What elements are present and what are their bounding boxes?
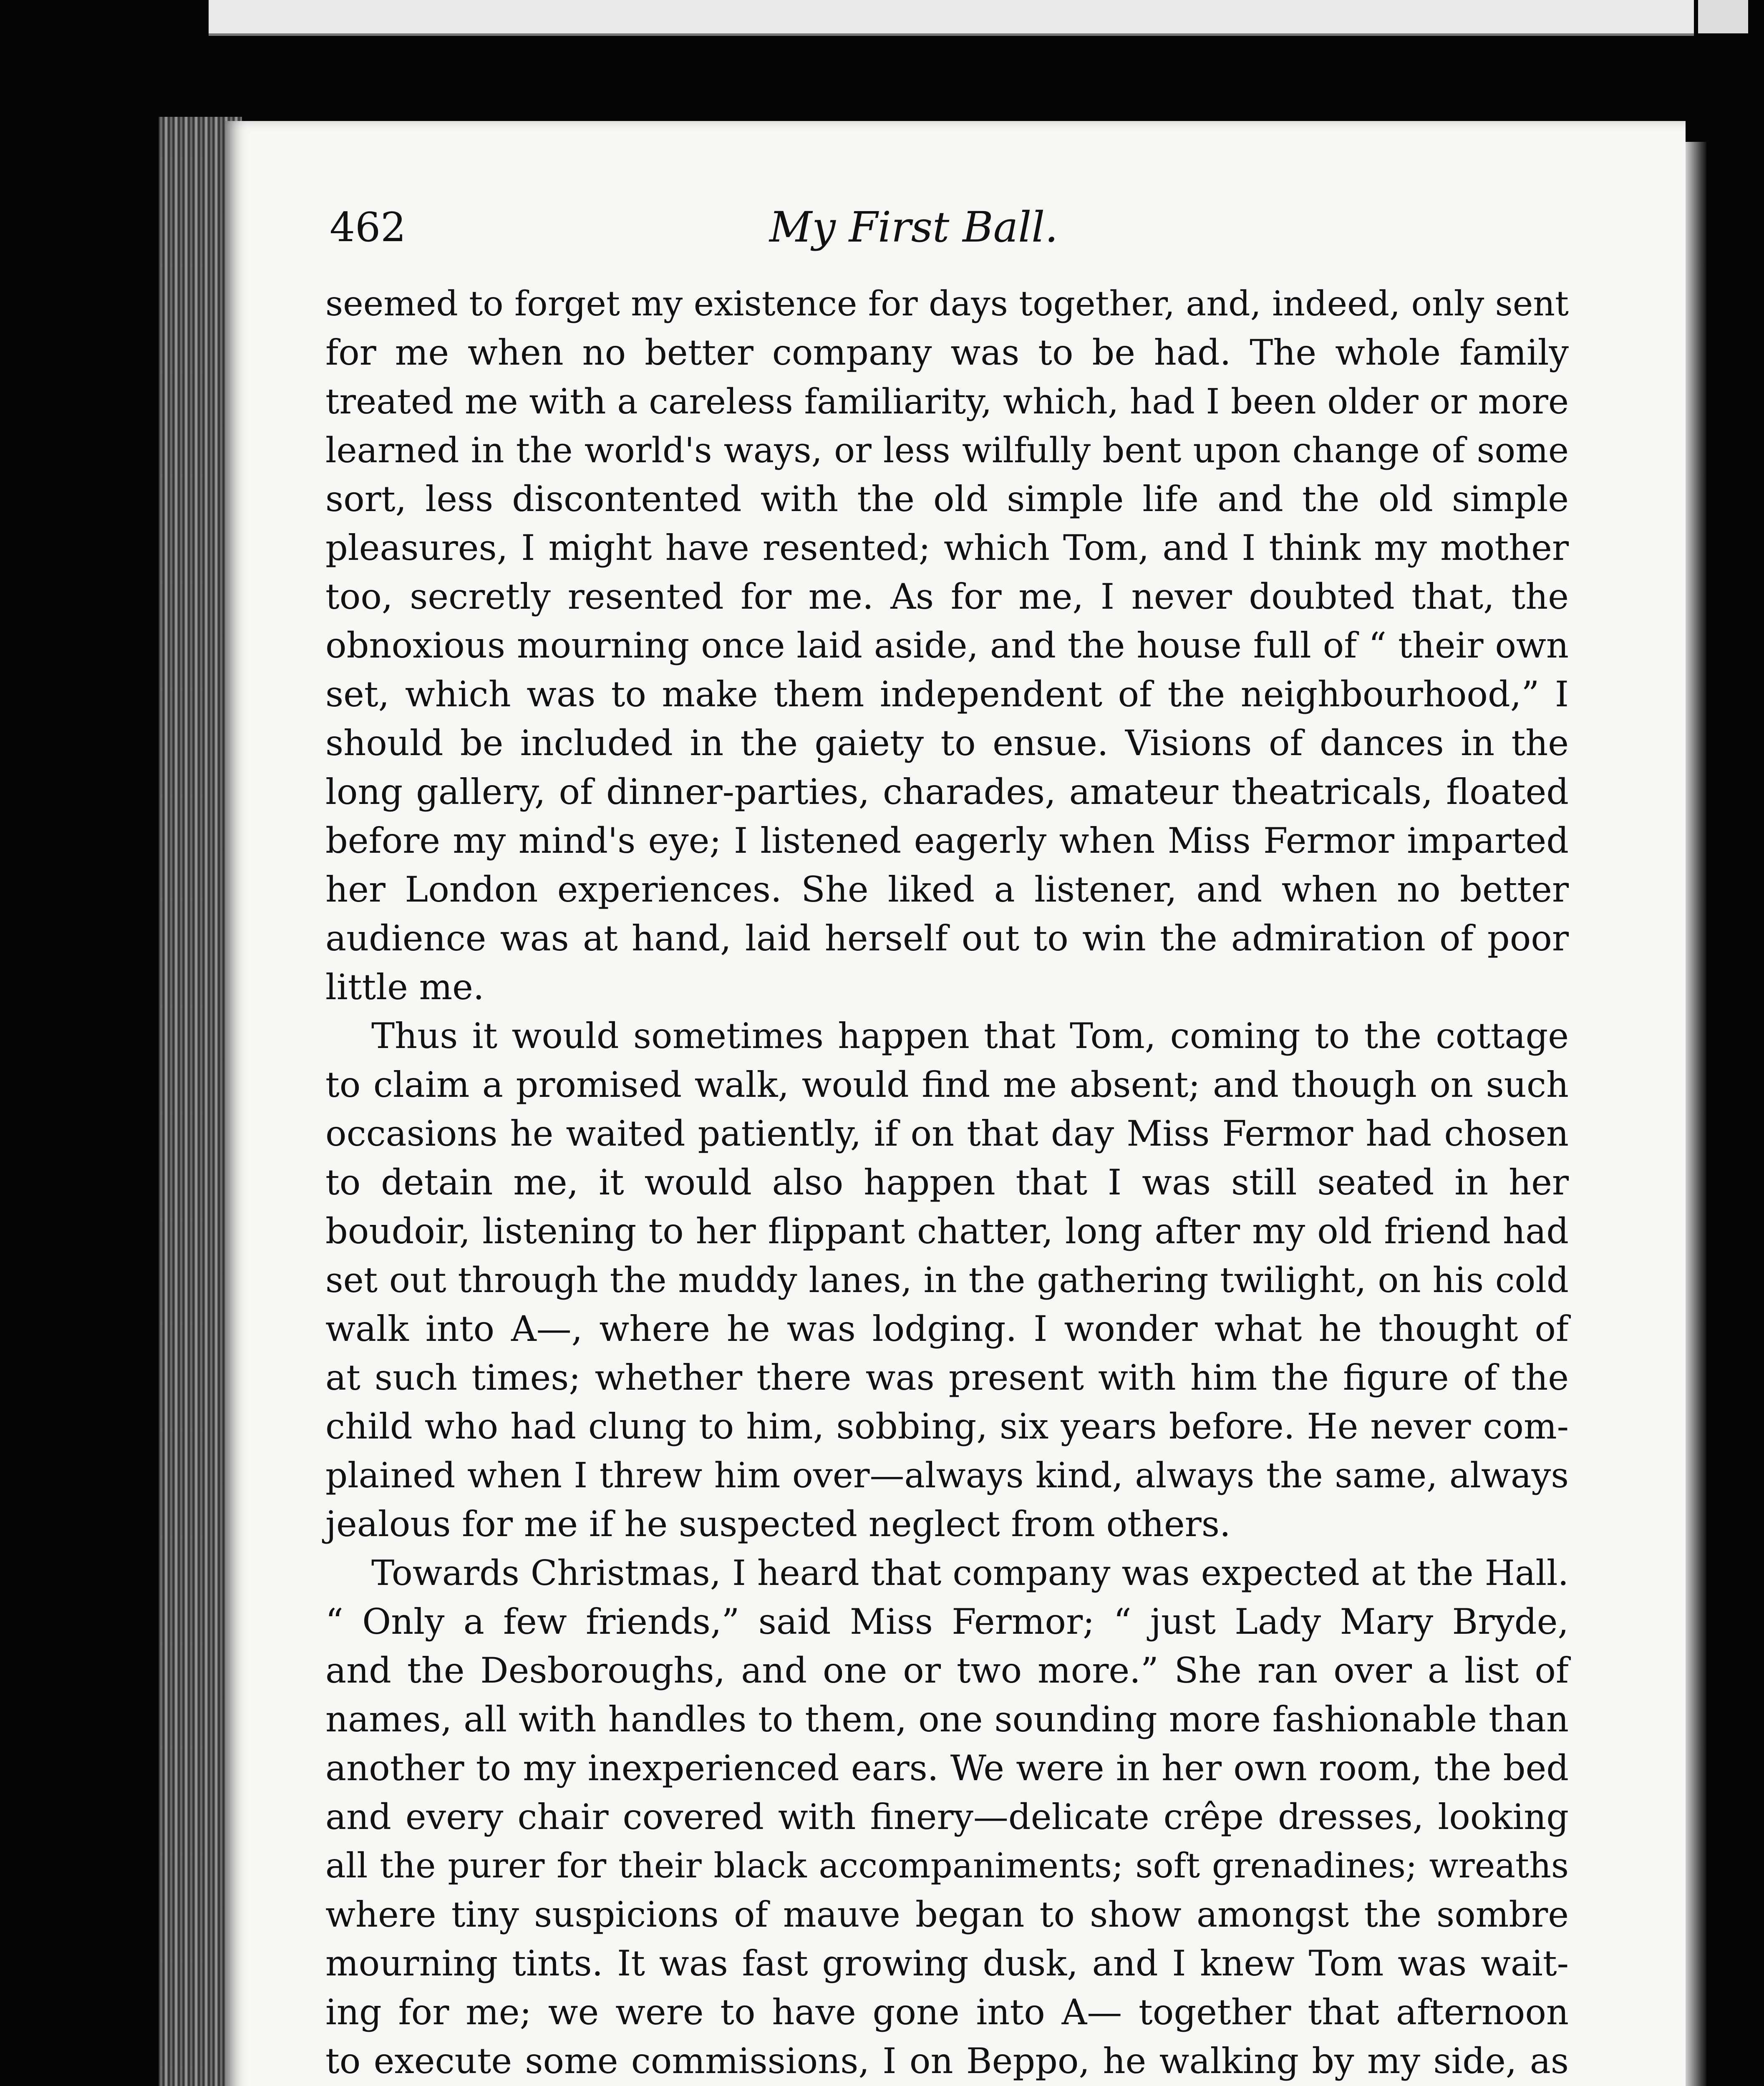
text-line: too, secretly resented for me. As for me, I never doubted that, the <box>325 576 1569 617</box>
previous-page-edge-right <box>1698 0 1748 33</box>
text-line: to claim a promised walk, would find me absent; and though on such <box>325 1064 1569 1105</box>
text-line: set, which was to make them independent of the neighbourhood,” I <box>325 674 1569 715</box>
text-line: plained when I threw him over—always kind, always the same, always <box>325 1455 1569 1496</box>
text-line: Towards Christmas, I heard that company was expected at the Hall. <box>371 1553 1569 1593</box>
text-line: before my mind's eye; I listened eagerly when Miss Fermor imparted <box>325 820 1569 861</box>
text-line: sort, less discontented with the old simple life and the old simple <box>325 479 1569 519</box>
text-line: treated me with a careless familiarity, which, had I been older or more <box>325 381 1569 422</box>
text-line: at such times; whether there was present with him the figure of the <box>325 1357 1569 1398</box>
paragraph-1 <box>325 280 1569 1012</box>
text-line: seemed to forget my existence for days together, and, indeed, only sent <box>325 284 1569 324</box>
text-line: occasions he waited patiently, if on that day Miss Fermor had chosen <box>325 1113 1569 1154</box>
running-title: My First Ball. <box>769 203 1058 252</box>
paragraph-2 <box>325 1012 1569 1549</box>
text-line: boudoir, listening to her flippant chatter, long after my old friend had <box>325 1211 1569 1252</box>
text-line: Thus it would sometimes happen that Tom, coming to the cottage <box>371 1015 1569 1056</box>
text-line: child who had clung to him, sobbing, six years before. He never com- <box>325 1406 1569 1447</box>
text-line: another to my inexperienced ears. We were in her own room, the bed <box>325 1748 1569 1789</box>
text-line: and every chair covered with finery—delicate crêpe dresses, looking <box>325 1796 1569 1837</box>
text-line: long gallery, of dinner-parties, charades, amateur theatricals, floated <box>325 771 1569 812</box>
text-line: all the purer for their black accompaniments; soft grenadines; wreaths <box>325 1846 1569 1886</box>
page-number: 462 <box>330 204 406 251</box>
text-line: little me. <box>325 967 484 1008</box>
text-line: obnoxious mourning once laid aside, and the house full of “ their own <box>325 625 1569 666</box>
text-line: to detain me, it would also happen that I was still seated in her <box>325 1162 1569 1203</box>
text-line: to execute some commissions, I on Beppo, he walking by my side, as <box>325 2041 1569 2081</box>
body-text <box>325 280 1569 2086</box>
page-header <box>330 196 1581 259</box>
text-line: walk into A—, where he was lodging. I wonder what he thought of <box>325 1308 1569 1349</box>
page-right-edge <box>1686 142 1706 2086</box>
text-line: mourning tints. It was fast growing dusk, and I knew Tom was wait- <box>325 1943 1569 1984</box>
text-line: learned in the world's ways, or less wilfully bent upon change of some <box>325 430 1569 471</box>
previous-page-edge <box>209 0 1694 36</box>
text-line: pleasures, I might have resented; which Tom, and I think my mother <box>325 527 1569 568</box>
text-line: jealous for me if he suspected neglect from others. <box>325 1504 1231 1544</box>
text-line: where tiny suspicions of mauve began to show amongst the sombre <box>325 1894 1569 1935</box>
text-line: audience was at hand, laid herself out to win the admiration of poor <box>325 918 1569 959</box>
paragraph-3 <box>325 1549 1569 2086</box>
text-line: her London experiences. She liked a listener, and when no better <box>325 869 1569 910</box>
text-line: and the Desboroughs, and one or two more.” She ran over a list of <box>325 1650 1569 1691</box>
text-line: set out through the muddy lanes, in the gathering twilight, on his cold <box>325 1260 1569 1300</box>
text-line: names, all with handles to them, one sounding more fashionable than <box>325 1699 1569 1740</box>
text-line: should be included in the gaiety to ensue. Visions of dances in the <box>325 723 1569 763</box>
text-line: “ Only a few friends,” said Miss Fermor; “ just Lady Mary Bryde, <box>325 1601 1569 1642</box>
text-line: for me when no better company was to be had. The whole family <box>325 332 1569 373</box>
text-line: ing for me; we were to have gone into A— together that afternoon <box>325 1992 1569 2033</box>
